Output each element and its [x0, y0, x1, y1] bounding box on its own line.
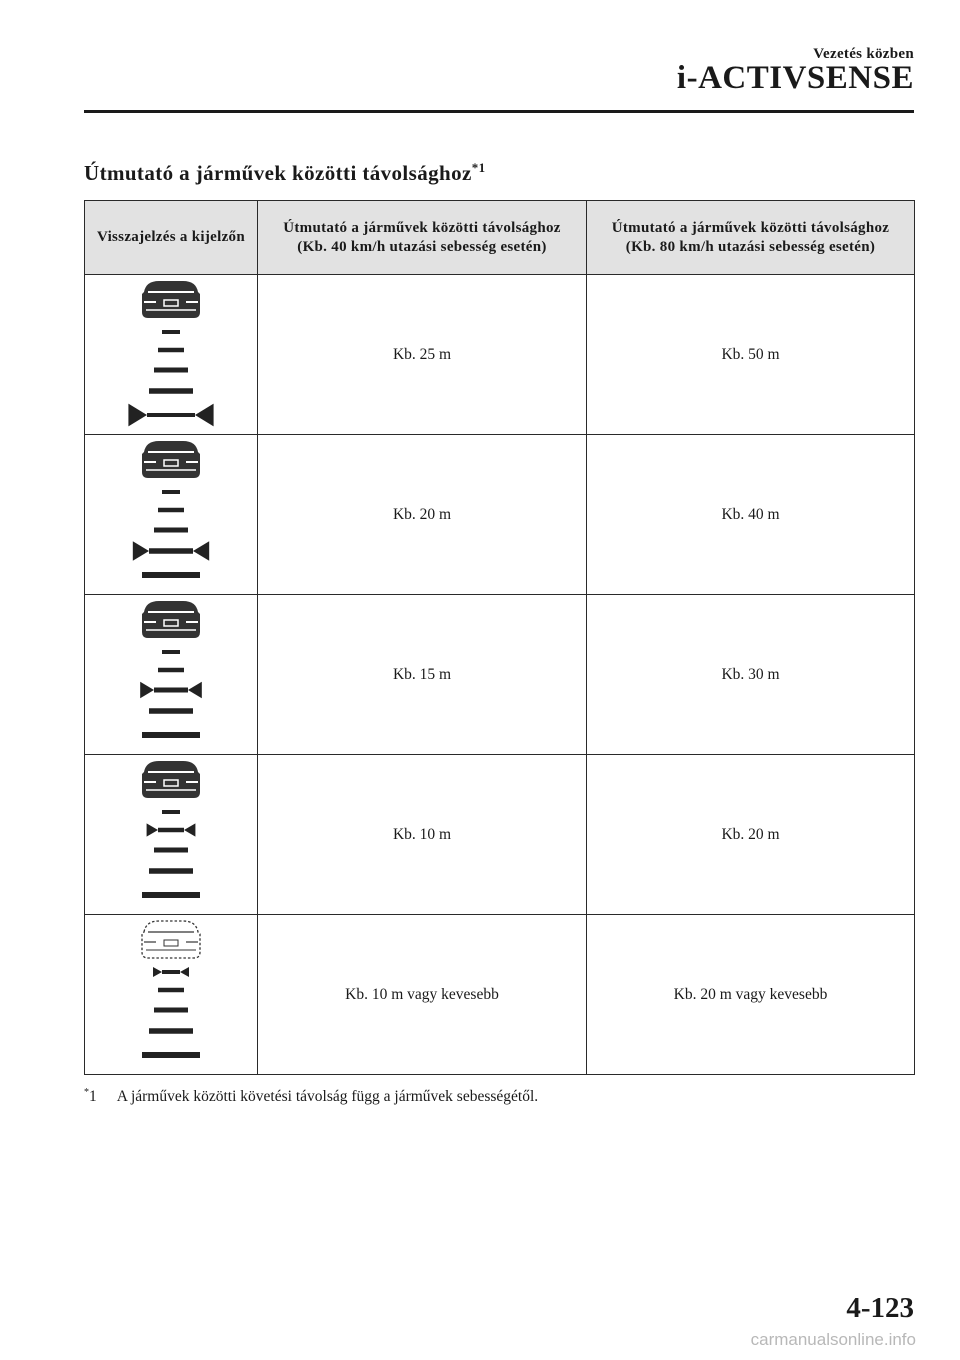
distance-bar	[149, 388, 193, 394]
distance-bar	[154, 527, 188, 532]
distance-level-2-icon	[106, 760, 236, 910]
footnote-text: A járművek közötti követési távolság függ a járművek sebességétől.	[116, 1088, 539, 1106]
distance-bar	[162, 970, 180, 974]
distance-80-cell: Kb. 30 m	[587, 595, 915, 755]
footnote-mark: *	[84, 1087, 89, 1098]
header-divider	[84, 110, 914, 113]
indicator-cell	[85, 275, 258, 435]
distance-level-4-icon	[106, 440, 236, 590]
section-title	[84, 160, 486, 186]
distance-bar	[142, 732, 200, 738]
distance-bar	[154, 367, 188, 372]
distance-80-cell: Kb. 20 m vagy kevesebb	[587, 915, 915, 1075]
distance-80-cell: Kb. 20 m	[587, 755, 915, 915]
distance-bar	[149, 708, 193, 714]
distance-bar	[162, 650, 180, 654]
table-row	[85, 435, 915, 595]
indicator-cell	[85, 435, 258, 595]
distance-guide-table	[84, 200, 915, 1075]
car-icon	[142, 601, 200, 638]
header-chapter-title: i-ACTIVSENSE	[676, 60, 914, 96]
header-indicator: Visszajelzés a kijelzőn	[85, 201, 258, 275]
distance-bar	[162, 330, 180, 334]
distance-bar	[158, 827, 184, 832]
car-icon	[142, 761, 200, 798]
distance-bar	[142, 572, 200, 578]
distance-bar	[149, 868, 193, 874]
distance-bar	[142, 1052, 200, 1058]
distance-bar	[158, 347, 184, 352]
section-title-note-ref: *1	[471, 160, 486, 175]
distance-bar	[162, 810, 180, 814]
distance-bar	[158, 987, 184, 992]
distance-bar	[147, 413, 195, 417]
footnote	[84, 1087, 538, 1106]
distance-bar	[142, 892, 200, 898]
distance-bar	[149, 1028, 193, 1034]
distance-bar	[162, 490, 180, 494]
indicator-cell	[85, 595, 258, 755]
distance-bar	[154, 1007, 188, 1012]
distance-bar	[154, 847, 188, 852]
distance-40-cell: Kb. 25 m	[258, 275, 587, 435]
footnote-number: 1	[89, 1088, 97, 1106]
distance-40-cell: Kb. 20 m	[258, 435, 587, 595]
distance-level-3-icon	[106, 600, 236, 750]
table-header-row	[85, 201, 915, 275]
distance-bar	[158, 507, 184, 512]
header-distance-80: Útmutató a járművek közötti távolsághoz (Kb. 80 km/h utazási sebesség esetén)	[587, 201, 915, 275]
page-number: 4-123	[846, 1292, 914, 1324]
distance-level-5-icon	[106, 280, 236, 430]
table-row	[85, 915, 915, 1075]
table-row	[85, 275, 915, 435]
distance-40-cell: Kb. 15 m	[258, 595, 587, 755]
table-row	[85, 755, 915, 915]
distance-bar	[158, 667, 184, 672]
car-icon	[142, 921, 200, 958]
distance-80-cell: Kb. 40 m	[587, 435, 915, 595]
distance-bar	[149, 548, 193, 554]
distance-80-cell: Kb. 50 m	[587, 275, 915, 435]
watermark: carmanualsonline.info	[750, 1330, 916, 1349]
distance-bar	[154, 687, 188, 692]
table-row	[85, 595, 915, 755]
distance-40-cell: Kb. 10 m	[258, 755, 587, 915]
header-distance-40: Útmutató a járművek közötti távolsághoz (Kb. 40 km/h utazási sebesség esetén)	[258, 201, 587, 275]
indicator-cell	[85, 755, 258, 915]
car-icon	[142, 441, 200, 478]
section-title-text: Útmutató a járművek közötti távolsághoz	[84, 161, 472, 185]
distance-40-cell: Kb. 10 m vagy kevesebb	[258, 915, 587, 1075]
header-section-title: Vezetés közben	[813, 46, 914, 62]
distance-level-1-icon	[106, 920, 236, 1070]
car-icon	[142, 281, 200, 318]
indicator-cell	[85, 915, 258, 1075]
